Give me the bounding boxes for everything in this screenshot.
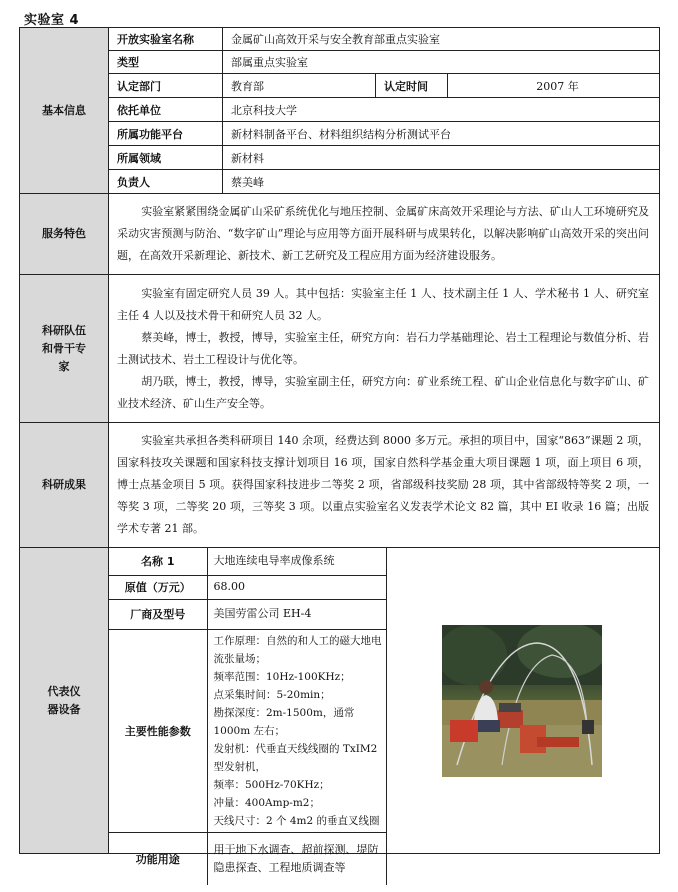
type-value: 部属重点实验室 <box>223 51 660 74</box>
row-team <box>20 275 660 423</box>
section-equipment <box>20 548 109 854</box>
equip-row-maker <box>109 599 386 629</box>
equip-name-label: 名称 1 <box>109 548 207 575</box>
row-features <box>20 194 660 275</box>
achievements-text: 实验室共承担各类科研项目 140 余项，经费达到 8000 多万元。承担的项目中，国家“863”课题 2 项，国家科技攻关课题和国家科技支撑计划项目 16 项，国家自然科学基金重大项目课题 1 项，面上项目 6 项，博士点基金项目 5 项。获得国家科技进步二等奖 2 项，省部级科技奖励 28 项，其中省部级特等奖 2 项，一等奖 3 项，二等奖 20 项，三等奖 3 项。以重点实验室名义发表学术论文 82 篇，其中 EI 收录 16 篇；出版学术专著 21 部。 <box>117 434 650 535</box>
field-value: 新材料 <box>223 146 660 170</box>
section-team <box>20 275 109 423</box>
section-equipment-label: 代表仪器设备 <box>47 684 81 716</box>
lab-name-label: 开放实验室名称 <box>109 28 223 51</box>
lab-info-table <box>19 27 660 874</box>
equip-maker-value: 美国劳雷公司 EH-4 <box>207 599 386 629</box>
equip-use-label: 功能用途 <box>109 832 207 885</box>
type-label: 类型 <box>109 51 223 74</box>
equipment-cell <box>109 548 660 874</box>
features-cell <box>109 194 660 275</box>
row-type <box>20 51 660 74</box>
param-line: 工作原理：自然的和人工的磁大地电流张量场； <box>213 634 382 665</box>
equip-row-params <box>109 629 386 832</box>
leader-value: 蔡美峰 <box>223 170 660 194</box>
equipment-photo <box>442 625 602 777</box>
team-cell <box>109 275 660 423</box>
host-label: 依托单位 <box>109 98 223 122</box>
row-achievements <box>20 423 660 548</box>
param-line: 频率：500Hz-70KHz； <box>213 778 330 791</box>
team-paragraph: 实验室有固定研究人员 39 人。其中包括：实验室主任 1 人、技术副主任 1 人、学术秘书 1 人、研究室主任 4 人以及技术骨干和研究人员 32 人。 <box>117 286 650 322</box>
row-lab-name <box>20 28 660 51</box>
field-label: 所属领域 <box>109 146 223 170</box>
equipment-photo-area <box>385 548 659 853</box>
platform-label: 所属功能平台 <box>109 122 223 146</box>
achievements-cell <box>109 423 660 548</box>
param-line: 发射机：代垂直天线线圈的 TxIM2 型发射机， <box>213 742 378 773</box>
equip-row-name <box>109 548 386 575</box>
field-scene-illustration <box>442 625 602 777</box>
row-host <box>20 98 660 122</box>
equip-use-value: 用于地下水调查、超前探测、堤防隐患探查、工程地质调查等 <box>207 832 386 885</box>
equip-row-use <box>109 832 386 885</box>
section-features: 服务特色 <box>20 194 109 275</box>
leader-label: 负责人 <box>109 170 223 194</box>
team-paragraph: 蔡美峰，博士，教授，博导，实验室主任，研究方向：岩石力学基础理论、岩土工程理论与数值分析、岩土测试技术、岩土工程设计与优化等。 <box>117 330 650 366</box>
team-paragraph: 胡乃联，博士，教授，博导，实验室副主任，研究方向：矿业系统工程、矿山企业信息化与数字矿山、矿业技术经济、矿山生产安全等。 <box>117 374 650 410</box>
equip-price-label: 原值（万元） <box>109 575 207 599</box>
param-line: 频率范围：10Hz-100KHz； <box>213 670 351 683</box>
param-line: 勘探深度：2m-1500m，通常 1000m 左右； <box>213 706 355 737</box>
dept-label: 认定部门 <box>109 74 223 98</box>
param-line: 冲量：400Amp-m2； <box>213 796 320 809</box>
time-value: 2007 年 <box>448 74 660 98</box>
dept-value: 教育部 <box>223 74 376 98</box>
equip-price-value: 68.00 <box>207 575 386 599</box>
param-line: 点采集时间：5-20min； <box>213 688 331 701</box>
time-label: 认定时间 <box>376 74 448 98</box>
page-title: 实验室 4 <box>24 13 80 28</box>
equip-params-value <box>207 629 386 832</box>
equip-maker-label: 厂商及型号 <box>109 599 207 629</box>
host-value: 北京科技大学 <box>223 98 660 122</box>
equipment-table <box>109 548 387 885</box>
lab-name-value: 金属矿山高效开采与安全教育部重点实验室 <box>223 28 660 51</box>
section-team-label: 科研队伍和骨干专家 <box>42 323 86 373</box>
platform-value: 新材料制备平台、材料组织结构分析测试平台 <box>223 122 660 146</box>
section-basic-info: 基本信息 <box>20 28 109 194</box>
equip-name-value: 大地连续电导率成像系统 <box>207 548 386 575</box>
section-achievements: 科研成果 <box>20 423 109 548</box>
features-text: 实验室紧紧围绕金属矿山采矿系统优化与地压控制、金属矿床高效开采理论与方法、矿山人工环境研究及采动灾害预测与防治、“数字矿山”理论与应用等方面开展科研与成果转化，以解决影响矿山高效开采的突出问题，在高效开采新理论、新技术、新工艺研究及工程应用方面为经济建设服务。 <box>117 205 650 262</box>
param-line: 天线尺寸：2 个 4m2 的垂直叉线圈 <box>213 814 380 827</box>
row-equipment <box>20 548 660 854</box>
row-leader <box>20 170 660 194</box>
row-field <box>20 146 660 170</box>
equip-params-label: 主要性能参数 <box>109 629 207 832</box>
row-platform <box>20 122 660 146</box>
equip-row-price <box>109 575 386 599</box>
row-dept <box>20 74 660 98</box>
